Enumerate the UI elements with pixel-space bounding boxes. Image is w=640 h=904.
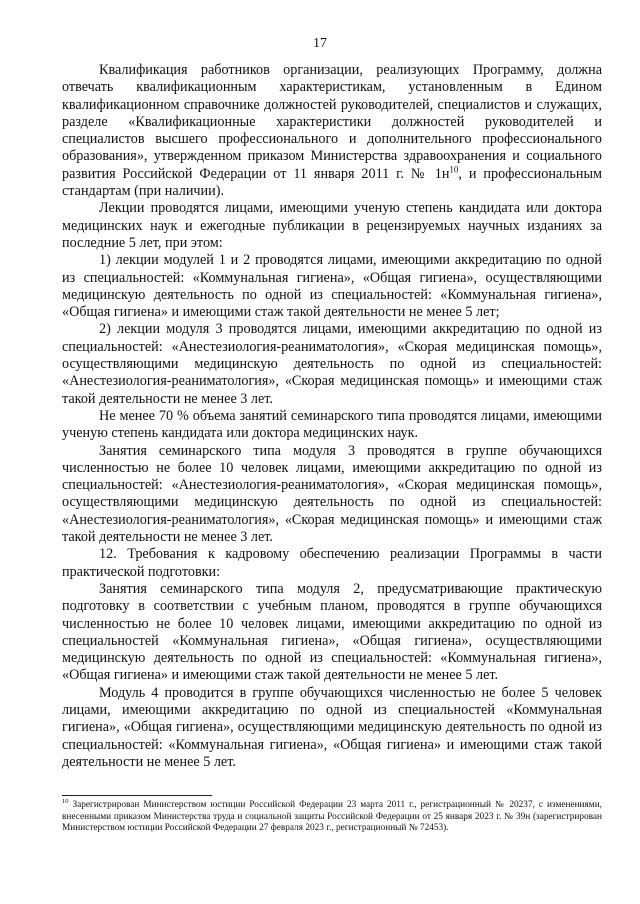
paragraph-lectures-module-3: 2) лекции модуля 3 проводятся лицами, имеющими аккредитацию по одной из специальностей: «Анестезиология-реаниматология», «Скорая медицинская помощь», осуществляющими медицинскую деятельность по одной из специальностей: «Анестезиология-реаниматология», «Скорая медицинская помощь» и имеющими стаж такой деятельности не менее 3 лет. bbox=[62, 321, 602, 407]
footnote-reference[interactable]: 10 bbox=[449, 164, 459, 175]
paragraph-text: Квалификация работников организации, реализующих Программу, должна отвечать квалификационным характеристикам, установленным в Едином квалификационном справочнике должностей руководителей, специалистов и служащих, разделе «Квалификационные характеристики должностей руководителей и специалистов высшего профессионального и дополнительного профессионального образования», утвержденном приказом Министерства здравоохранения и социального развития Российской Федерации от 11 января 2011 г. № 1н bbox=[62, 62, 602, 182]
paragraph-module-4: Модуль 4 проводится в группе обучающихся численностью не более 5 человек лицами, имеющими аккредитацию по одной из специальностей «Коммунальная гигиена», «Общая гигиена», осуществляющими медицинскую деятельность по одной из специальностей: «Коммунальная гигиена», «Общая гигиена» и имеющими стаж такой деятельности не менее 5 лет. bbox=[62, 684, 602, 770]
paragraph-lectures-modules-1-2: 1) лекции модулей 1 и 2 проводятся лицами, имеющими аккредитацию по одной из специальностей: «Коммунальная гигиена», «Общая гигиена», осуществляющими медицинскую деятельность по одной из специальностей: «Коммунальная гигиена», «Общая гигиена» и имеющими стаж такой деятельности не менее 5 лет; bbox=[62, 252, 602, 321]
paragraph-text: , и профессиональным стандартам (при наличии). bbox=[62, 165, 602, 200]
paragraph-lectures: Лекции проводятся лицами, имеющими ученую степень кандидата или доктора медицинских наук и ежегодные публикации в рецензируемых научных изданиях за последние 5 лет, при этом: bbox=[62, 200, 602, 251]
section-heading-12: 12. Требования к кадровому обеспечению реализации Программы в части практической подготовки: bbox=[62, 546, 602, 580]
paragraph-seminar-module-2: Занятия семинарского типа модуля 2, предусматривающие практическую подготовку в соответствии с учебным планом, проводятся в группе обучающихся численностью не более 10 человек лицами, имеющими аккредитацию по одной из специальностей «Коммунальная гигиена», «Общая гигиена», осуществляющими медицинскую деятельность по одной из специальностей: «Коммунальная гигиена», «Общая гигиена» и имеющими стаж такой деятельности не менее 5 лет. bbox=[62, 580, 602, 684]
footnote-text: Зарегистрирован Министерством юстиции Российской Федерации 23 марта 2011 г., регистрационный № 20237, с изменениями, внесенными приказом Министерства труда и социальной защиты Российской Федерации от 25 января 2023 г. № 39н (зарегистрирован Министерством юстиции Российской Федерации 27 февраля 2023 г., регистрационный № 72453). bbox=[62, 800, 602, 834]
paragraph-seminar-share: Не менее 70 % объема занятий семинарского типа проводятся лицами, имеющими ученую степень кандидата или доктора медицинских наук. bbox=[62, 407, 602, 442]
footnote bbox=[62, 797, 602, 835]
footnote-marker: 10 bbox=[62, 797, 69, 805]
page-number: 17 bbox=[313, 36, 327, 51]
paragraph-qualification bbox=[62, 62, 602, 200]
body-text bbox=[62, 62, 602, 771]
footnote-divider bbox=[62, 795, 212, 796]
paragraph-seminar-module-3: Занятия семинарского типа модуля 3 проводятся в группе обучающихся численностью не более 10 человек лицами, имеющими аккредитацию по одной из специальностей: «Анестезиология-реаниматология», «Скорая медицинская помощь», осуществляющими медицинскую деятельность по одной из специальностей: «Анестезиология-реаниматология», «Скорая медицинская помощь» и имеющими стаж такой деятельности не менее 3 лет. bbox=[62, 442, 602, 546]
